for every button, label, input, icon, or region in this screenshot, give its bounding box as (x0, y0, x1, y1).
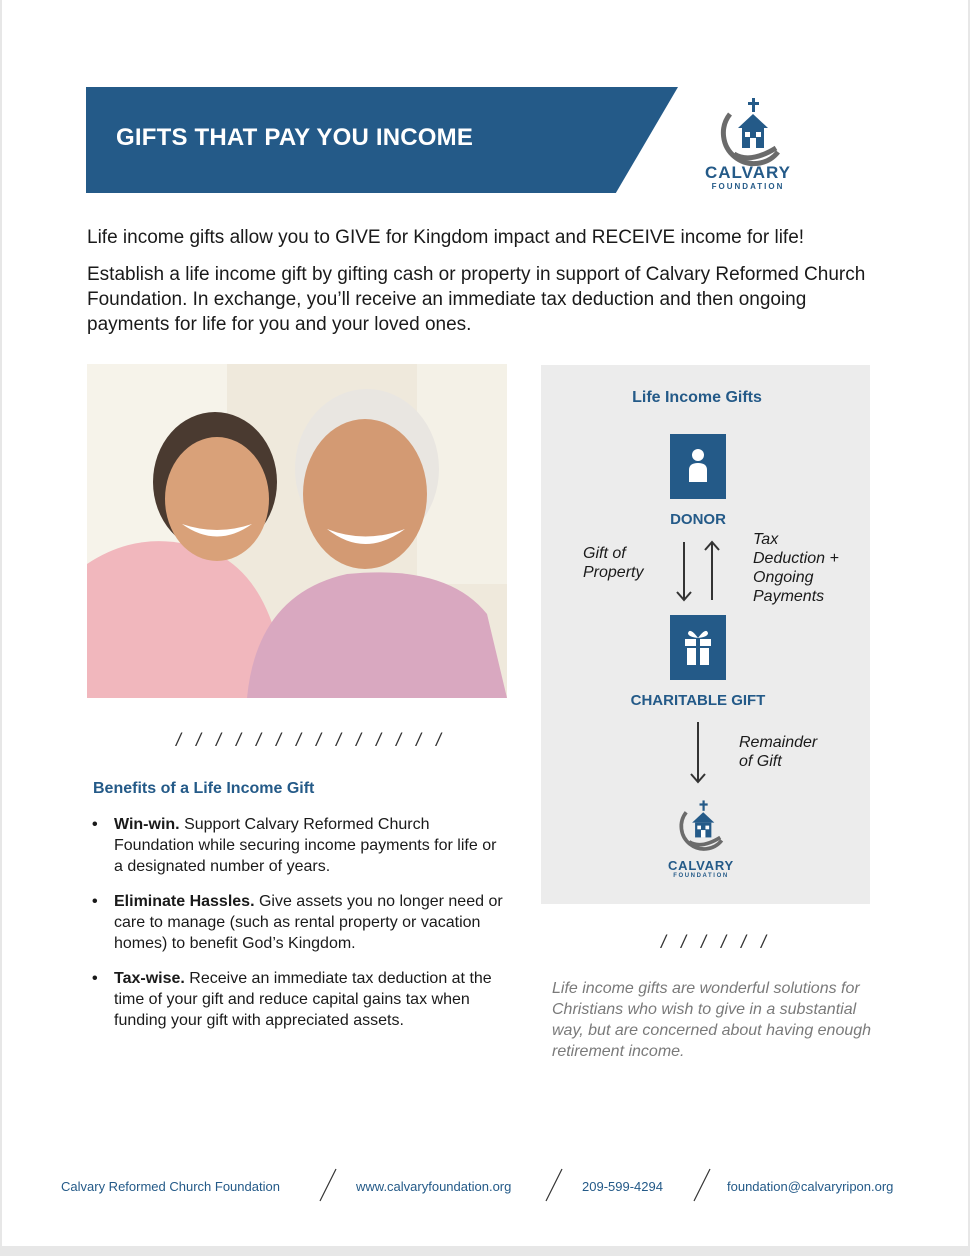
footer-separator (692, 1168, 712, 1202)
tax-deduction-label: Tax Deduction + Ongoing Payments (753, 531, 839, 605)
charitable-gift-label: CHARITABLE GIFT (630, 692, 766, 709)
diagram-title: Life Income Gifts (632, 389, 762, 406)
divider-slashes: / / / / / / (661, 932, 772, 952)
footer-phone[interactable]: 209-599-4294 (582, 1179, 663, 1194)
intro-headline: Life income gifts allow you to GIVE for Kingdom impact and RECEIVE income for life! (87, 227, 805, 248)
couple-photo (87, 364, 507, 698)
logo-name: CALVARY (704, 163, 791, 182)
benefits-list (88, 814, 508, 1045)
page-title: GIFTS THAT PAY YOU INCOME (116, 124, 474, 151)
intro-paragraph: Establish a life income gift by gifting cash or property in support of Calvary Reformed Church Foundation. In exchange, you’ll receive an immediate tax deduction and then ongoing payments for life for you and your loved ones. (87, 264, 866, 335)
footer-org-name: Calvary Reformed Church Foundation (61, 1179, 280, 1194)
footer-email-link[interactable]: foundation@calvaryripon.org (727, 1179, 894, 1194)
arrow-up-icon (705, 542, 719, 600)
logo-subtitle: FOUNDATION (711, 182, 785, 191)
footer-separator (544, 1168, 564, 1202)
list-item: • Tax-wise. Receive an immediate tax deduction at the time of your gift and reduce capital gains tax when funding your gift with appreciated assets. (92, 970, 492, 1029)
footer-website-link[interactable]: www.calvaryfoundation.org (356, 1179, 512, 1194)
pull-quote: Life income gifts are wonderful solutions for Christians who wish to give in a substantial way, but are concerned about having enough retirement income. (552, 980, 872, 1060)
gift-of-property-label: Gift of Property (583, 545, 644, 581)
donor-label: DONOR (670, 511, 726, 528)
benefits-heading: Benefits of a Life Income Gift (93, 780, 315, 797)
divider-slashes: / / / / / / / / / / / / / / (176, 730, 447, 750)
list-item: • Eliminate Hassles. Give assets you no longer need or care to manage (such as rental property or vacation homes) to benefit God’s Kingdom. (92, 893, 503, 952)
footer-separator (318, 1168, 338, 1202)
gift-icon (670, 615, 726, 680)
diagram-logo-name: CALVARY (667, 858, 735, 873)
arrow-down-icon (677, 542, 691, 600)
person-icon (670, 434, 726, 499)
arrow-down-icon (691, 722, 705, 782)
diagram-logo-subtitle: FOUNDATION (673, 873, 729, 879)
remainder-label: Remainder of Gift (739, 734, 818, 770)
list-item: • Win-win. Support Calvary Reformed Church Foundation while securing income payments for life or a designated number of years. (92, 816, 497, 875)
